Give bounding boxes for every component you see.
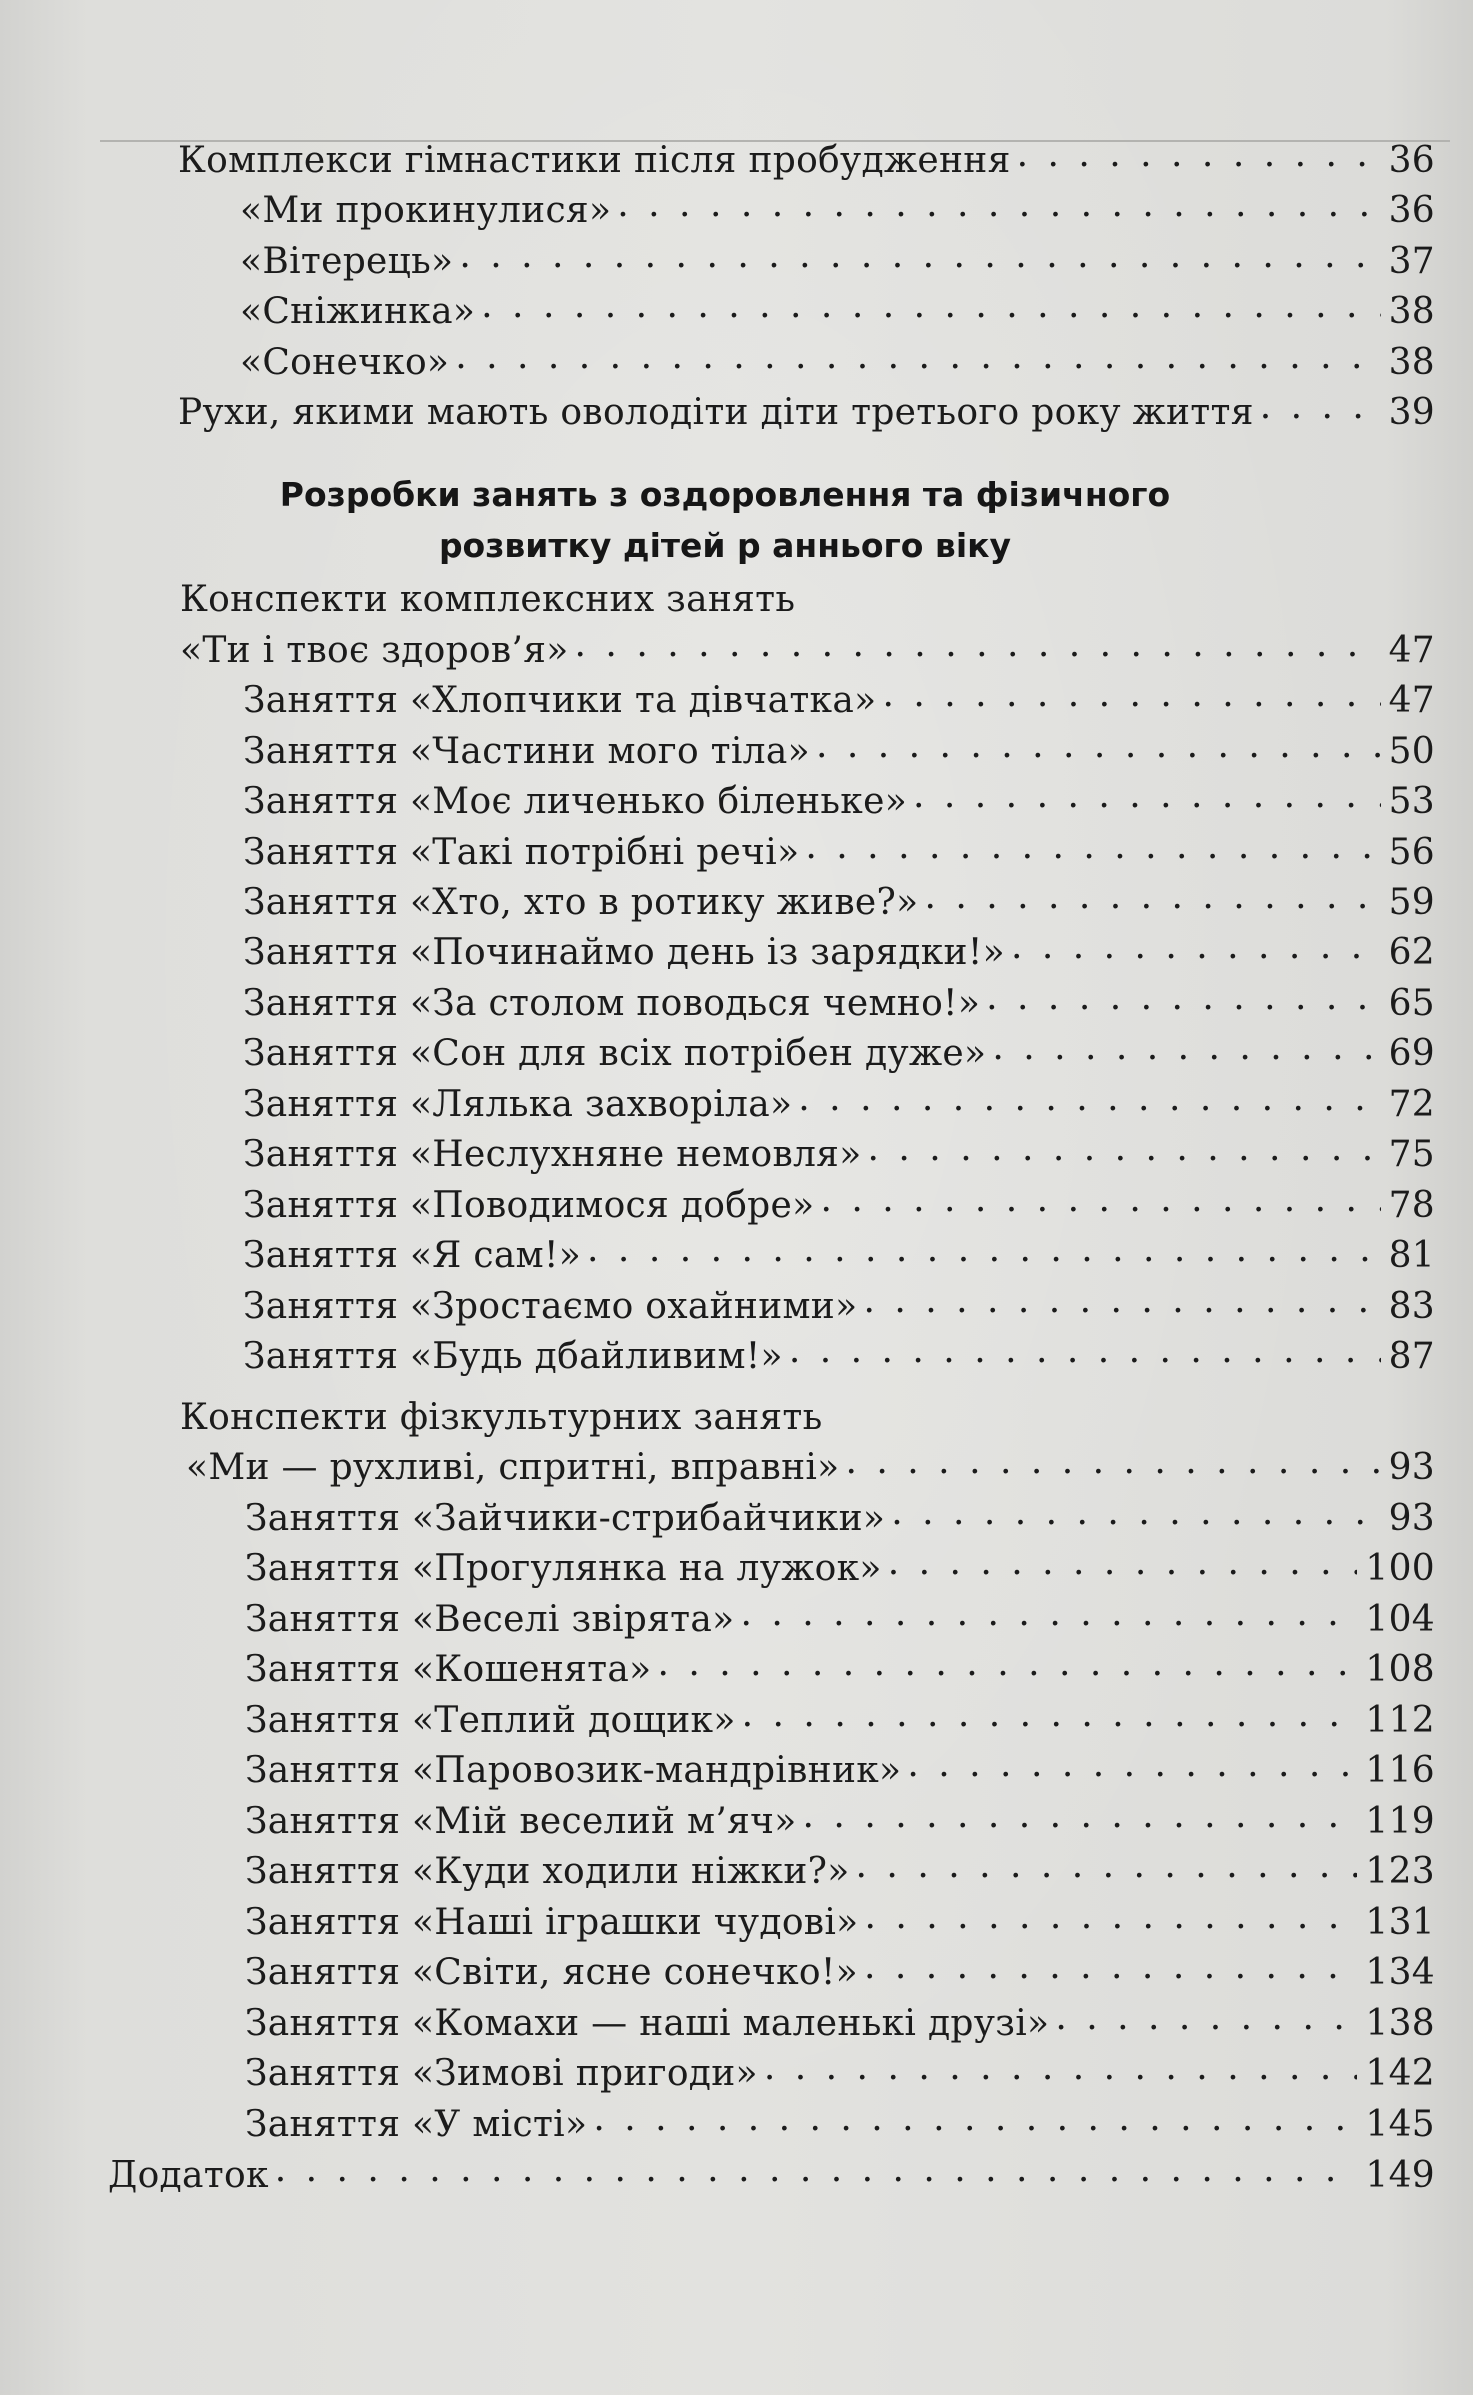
dot-leader <box>593 2094 1357 2144</box>
dot-leader <box>798 1074 1380 1124</box>
dot-leader <box>1260 382 1381 432</box>
toc-entry-page: 78 <box>1388 1185 1435 1226</box>
toc-entry-page: 38 <box>1388 342 1435 383</box>
toc-entry-lesson[interactable] <box>243 828 1435 878</box>
toc-entry-title: Заняття «Неслухняне немовля» <box>243 1134 862 1175</box>
dot-leader <box>882 670 1380 720</box>
toc-entry-page: 65 <box>1388 983 1435 1024</box>
toc-entry-page: 116 <box>1365 1750 1435 1791</box>
toc-entry-complex-title[interactable] <box>180 626 1435 676</box>
dot-leader <box>575 620 1381 670</box>
toc-entry-sonechko[interactable] <box>240 338 1435 388</box>
dot-leader <box>617 180 1380 230</box>
toc-entry-lesson[interactable] <box>243 676 1435 726</box>
dot-leader <box>820 1175 1380 1225</box>
dot-leader <box>924 872 1380 922</box>
toc-entry-title: Заняття «Частини мого тіла» <box>243 731 810 772</box>
toc-entry-my-prokynulysia[interactable] <box>240 186 1435 236</box>
dot-leader <box>275 2145 1358 2195</box>
dot-leader <box>864 1942 1357 1992</box>
dot-leader <box>764 2043 1357 2093</box>
toc-entry-page: 138 <box>1365 2003 1435 2044</box>
toc-entry-page: 53 <box>1388 781 1435 822</box>
section-heading-line-2: розвитку дітей р аннього віку <box>438 526 1012 565</box>
toc-entry-page: 72 <box>1388 1084 1435 1125</box>
toc-entry-page: 59 <box>1388 882 1435 923</box>
toc-entry-title: Заняття «Хто, хто в ротику живе?» <box>243 882 919 923</box>
toc-entry-lesson[interactable] <box>245 1948 1435 1998</box>
toc-entry-lesson[interactable] <box>245 1645 1435 1695</box>
dot-leader <box>481 281 1380 331</box>
toc-entry-page: 131 <box>1365 1902 1435 1943</box>
dot-leader <box>1055 1993 1357 2043</box>
toc-entry-page: 142 <box>1365 2053 1435 2094</box>
toc-entry-title: Заняття «Мій веселий м’яч» <box>245 1801 797 1842</box>
toc-entry-title: «Ми прокинулися» <box>240 190 612 231</box>
toc-entry-lesson[interactable] <box>243 777 1435 827</box>
section-heading-line-1: Розробки занять з оздоровлення та фізичного <box>279 475 1171 514</box>
toc-entry-title: Комплекси гімнастики після пробудження <box>178 140 1011 181</box>
toc-entry-title: «Сніжинка» <box>240 291 476 332</box>
toc-entry-lesson[interactable] <box>243 979 1435 1029</box>
toc-entry-lesson[interactable] <box>245 1544 1435 1594</box>
toc-entry-physical-title[interactable] <box>186 1443 1435 1493</box>
toc-entry-lesson[interactable] <box>245 1494 1435 1544</box>
toc-entry-title: Заняття «Паровозик-мандрівник» <box>245 1750 902 1791</box>
toc-entry-title: Заняття «Поводимося добре» <box>243 1185 815 1226</box>
toc-entry-viterets[interactable] <box>240 237 1435 287</box>
toc-entry-title: Заняття «Я сам!» <box>243 1235 582 1276</box>
toc-entry-appendix[interactable] <box>108 2151 1435 2201</box>
toc-entry-gymnastics[interactable] <box>178 136 1435 186</box>
toc-entry-page: 56 <box>1388 832 1435 873</box>
dot-leader <box>863 1276 1380 1326</box>
toc-entry-page: 93 <box>1388 1498 1435 1539</box>
group-heading-physical: Конспекти фізкультурних занять <box>180 1397 823 1438</box>
dot-leader <box>992 1023 1380 1073</box>
dot-leader <box>891 1488 1380 1538</box>
toc-entry-title: Заняття «Будь дбайливим!» <box>243 1336 783 1377</box>
dot-leader <box>856 1841 1358 1891</box>
dot-leader <box>888 1538 1358 1588</box>
toc-entry-lesson[interactable] <box>243 1231 1435 1281</box>
toc-entry-rukhy[interactable] <box>178 388 1435 438</box>
toc-entry-page: 39 <box>1388 392 1435 433</box>
toc-entry-title: Заняття «За столом поводься чемно!» <box>243 983 981 1024</box>
dot-leader <box>865 1892 1358 1942</box>
dot-leader <box>587 1225 1381 1275</box>
toc-entry-title: Заняття «Зимові пригоди» <box>245 2053 758 2094</box>
group-heading-complex: Конспекти комплексних занять <box>180 579 796 620</box>
toc-entry-lesson[interactable] <box>243 928 1435 978</box>
toc-entry-page: 112 <box>1365 1700 1435 1741</box>
toc-entry-page: 50 <box>1388 731 1435 772</box>
toc-entry-lesson[interactable] <box>245 2049 1435 2099</box>
toc-entry-page: 87 <box>1388 1336 1435 1377</box>
toc-entry-title: Заняття «Наші іграшки чудові» <box>245 1902 859 1943</box>
toc-entry-page: 83 <box>1388 1286 1435 1327</box>
dot-leader <box>1011 922 1381 972</box>
toc-entry-lesson[interactable] <box>243 878 1435 928</box>
toc-entry-title: Заняття «Веселі звірята» <box>245 1599 735 1640</box>
toc-entry-title: Заняття «Світи, ясне сонечко!» <box>245 1952 858 1993</box>
toc-entry-lesson[interactable] <box>243 1130 1435 1180</box>
toc-entry-title: Заняття «Починаймо день із зарядки!» <box>243 932 1005 973</box>
toc-entry-title: Заняття «Хлопчики та дівчатка» <box>243 680 877 721</box>
toc-entry-page: 36 <box>1388 140 1435 181</box>
toc-entry-title: «Вітерець» <box>240 241 454 282</box>
dot-leader <box>742 1690 1358 1740</box>
toc-entry-lesson[interactable] <box>245 1696 1435 1746</box>
toc-entry-page: 149 <box>1365 2155 1435 2196</box>
toc-entry-page: 38 <box>1388 291 1435 332</box>
toc-entry-page: 62 <box>1388 932 1435 973</box>
toc-entry-page: 145 <box>1365 2104 1435 2145</box>
toc-entry-lesson[interactable] <box>245 2100 1435 2150</box>
toc-entry-title: Заняття «Кошенята» <box>245 1649 652 1690</box>
dot-leader <box>816 721 1381 771</box>
toc-entry-page: 81 <box>1388 1235 1435 1276</box>
toc-entry-lesson[interactable] <box>243 1282 1435 1332</box>
toc-entry-title: Заняття «Зростаємо охайними» <box>243 1286 858 1327</box>
toc-entry-title: Заняття «Куди ходили ніжки?» <box>245 1851 850 1892</box>
toc-entry-page: 37 <box>1388 241 1435 282</box>
toc-entry-title: Додаток <box>108 2155 269 2196</box>
toc-entry-page: 104 <box>1365 1599 1435 1640</box>
dot-leader <box>868 1124 1381 1174</box>
toc-entry-title: Заняття «Комахи — наші маленькі друзі» <box>245 2003 1050 2044</box>
toc-entry-page: 134 <box>1365 1952 1435 1993</box>
dot-leader <box>803 1791 1358 1841</box>
toc-entry-title: Заняття «Моє личенько біленьке» <box>243 781 908 822</box>
toc-entry-title: Заняття «Такі потрібні речі» <box>243 832 800 873</box>
toc-entry-lesson[interactable] <box>243 727 1435 777</box>
dot-leader <box>907 1740 1357 1790</box>
dot-leader <box>805 822 1380 872</box>
dot-leader <box>1017 130 1381 180</box>
toc-entry-page: 100 <box>1365 1548 1435 1589</box>
dot-leader <box>740 1589 1357 1639</box>
toc-entry-page: 93 <box>1388 1447 1435 1488</box>
toc-entry-title: «Ти і твоє здоров’я» <box>180 630 569 671</box>
toc-entry-lesson[interactable] <box>245 1746 1435 1796</box>
toc-entry-title: «Сонечко» <box>240 342 450 383</box>
toc-entry-title: Рухи, якими мають оволодіти діти третього року життя <box>178 392 1254 433</box>
dot-leader <box>986 973 1380 1023</box>
toc-entry-page: 69 <box>1388 1033 1435 1074</box>
toc-entry-title: Заняття «Прогулянка на лужок» <box>245 1548 882 1589</box>
toc-entry-page: 47 <box>1388 630 1435 671</box>
toc-entry-lesson[interactable] <box>245 1595 1435 1645</box>
toc-entry-lesson[interactable] <box>243 1080 1435 1130</box>
toc-entry-page: 36 <box>1388 190 1435 231</box>
toc-entry-page: 108 <box>1365 1649 1435 1690</box>
toc-entry-lesson[interactable] <box>245 1847 1435 1897</box>
dot-leader <box>846 1437 1381 1487</box>
toc-entry-page: 47 <box>1388 680 1435 721</box>
toc-entry-title: Заняття «Теплий дощик» <box>245 1700 736 1741</box>
dot-leader <box>789 1326 1381 1376</box>
toc-entry-lesson[interactable] <box>243 1181 1435 1231</box>
toc-entry-title: Заняття «У місті» <box>245 2104 588 2145</box>
toc-entry-page: 75 <box>1388 1134 1435 1175</box>
toc-entry-snizhynka[interactable] <box>240 287 1435 337</box>
dot-leader <box>455 332 1380 382</box>
toc-entry-title: Заняття «Лялька захворіла» <box>243 1084 793 1125</box>
toc-entry-lesson[interactable] <box>243 1029 1435 1079</box>
dot-leader <box>459 231 1380 281</box>
toc-entry-lesson[interactable] <box>245 1797 1435 1847</box>
toc-entry-page: 123 <box>1365 1851 1435 1892</box>
toc-entry-title: «Ми — рухливі, спритні, вправні» <box>186 1447 840 1488</box>
toc-entry-title: Заняття «Сон для всіх потрібен дуже» <box>243 1033 987 1074</box>
toc-entry-lesson[interactable] <box>243 1332 1435 1382</box>
toc-entry-lesson[interactable] <box>245 1898 1435 1948</box>
toc-entry-page: 119 <box>1365 1801 1435 1842</box>
dot-leader <box>913 771 1381 821</box>
toc-entry-lesson[interactable] <box>245 1999 1435 2049</box>
dot-leader <box>657 1639 1357 1689</box>
toc-entry-title: Заняття «Зайчики-стрибайчики» <box>245 1498 886 1539</box>
